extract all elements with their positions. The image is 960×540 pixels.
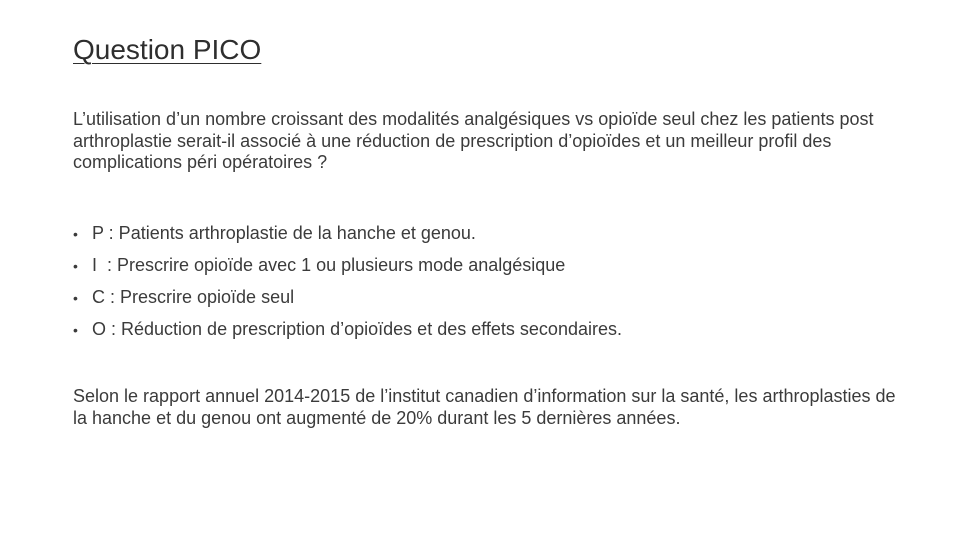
bullet-icon: • — [73, 322, 78, 338]
source-paragraph: Selon le rapport annuel 2014-2015 de l’institut canadien d’information sur la santé, les arthroplasties de la hanche et du genou ont augmenté de 20% durant les 5 dernières années. — [73, 386, 896, 428]
bullet-icon: • — [73, 258, 78, 274]
bullet-item-p — [73, 221, 622, 253]
pico-bullet-list — [73, 221, 622, 349]
bullet-item-i — [73, 253, 622, 285]
slide-title: Question PICO — [73, 34, 262, 65]
bullet-text: I : Prescrire opioïde avec 1 ou plusieurs mode analgésique — [92, 255, 566, 275]
bullet-item-o — [73, 317, 622, 349]
bullet-item-c — [73, 285, 622, 317]
bullet-icon: • — [73, 226, 78, 242]
intro-paragraph: L’utilisation d’un nombre croissant des modalités analgésiques vs opioïde seul chez les patients post arthroplastie serait-il associé à une réduction de prescription d’opioïdes et un meilleur profil des complications péri opératoires ? — [73, 109, 874, 172]
bullet-text: C : Prescrire opioïde seul — [92, 287, 295, 307]
bullet-text: P : Patients arthroplastie de la hanche et genou. — [92, 223, 476, 243]
bullet-text: O : Réduction de prescription d’opioïdes et des effets secondaires. — [92, 319, 622, 339]
bullet-icon: • — [73, 290, 78, 306]
